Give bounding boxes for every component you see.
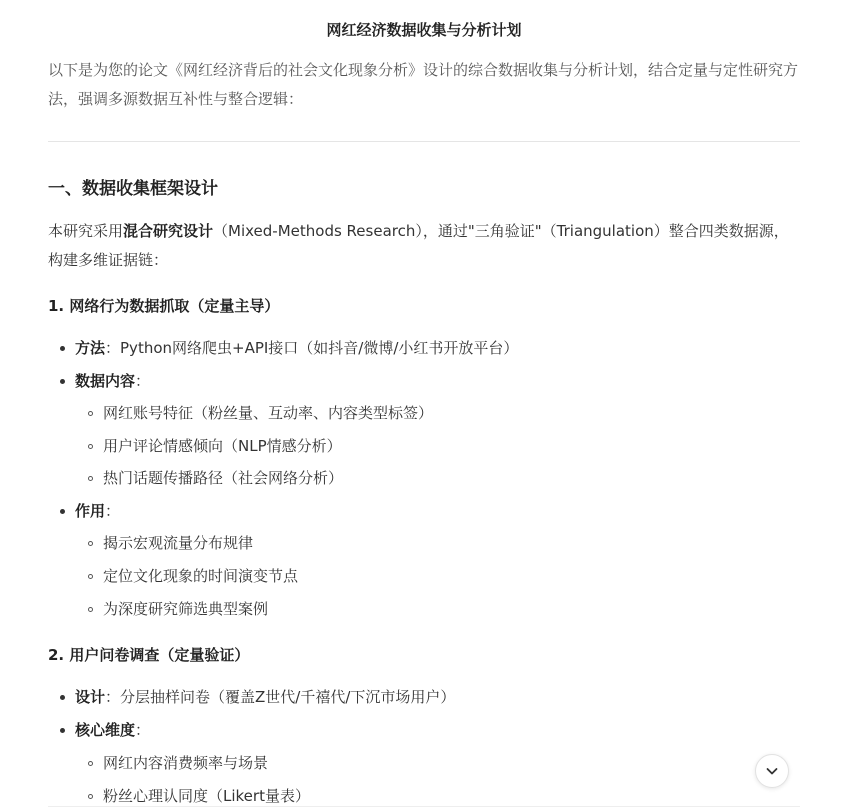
sub-bullet: [88, 794, 93, 799]
list-item: 用户评论情感倾向（NLP情感分析）: [103, 437, 342, 455]
role-colon: ：: [105, 502, 121, 520]
sub-bullet: [88, 476, 93, 481]
bullet: [60, 379, 65, 384]
method-label: 方法: [75, 339, 106, 357]
paragraph-bold: 混合研究设计: [123, 222, 214, 240]
paragraph-suffix: （Mixed-Methods Research），通过"三角验证"（Triangulation）整合四类数据源，构建多维证据链：: [48, 222, 789, 269]
list-item: 定位文化现象的时间演变节点: [103, 567, 299, 585]
intro-paragraph: 以下是为您的论文《网红经济背后的社会文化现象分析》设计的综合数据收集与分析计划，结合定量与定性研究方法，强调多源数据互补性与整合逻辑：: [48, 61, 799, 108]
sub-bullet: [88, 761, 93, 766]
list-item: [75, 336, 518, 360]
document-title: 网红经济数据收集与分析计划: [326, 21, 522, 39]
subheading-web-data: 1. 网络行为数据抓取（定量主导）: [48, 297, 280, 315]
method-text: ：Python网络爬虫+API接口（如抖音/微博/小红书开放平台）: [105, 339, 519, 357]
sub-bullet: [88, 574, 93, 579]
scroll-to-bottom-button[interactable]: [755, 754, 789, 788]
dims-colon: ：: [135, 721, 151, 739]
dims-label: 核心维度: [75, 721, 136, 739]
bullet: [60, 346, 65, 351]
bullet: [60, 728, 65, 733]
divider: [48, 141, 800, 142]
list-item: 网红账号特征（粉丝量、互动率、内容类型标签）: [103, 404, 434, 422]
section-heading-framework: 一、数据收集框架设计: [48, 179, 218, 199]
design-text: ：分层抽样问卷（覆盖Z世代/千禧代/下沉市场用户）: [105, 688, 456, 706]
design-label: 设计: [75, 688, 106, 706]
role-label: 作用: [75, 502, 106, 520]
list-item: 揭示宏观流量分布规律: [103, 534, 254, 552]
list-item: 网红内容消费频率与场景: [103, 754, 269, 772]
bullet: [60, 695, 65, 700]
content-label: 数据内容: [75, 372, 136, 390]
list-item: [75, 685, 455, 709]
list-item: 粉丝心理认同度（Likert量表）: [103, 787, 310, 805]
list-item: [75, 499, 120, 523]
sub-bullet: [88, 541, 93, 546]
chevron-down-icon: [765, 764, 779, 778]
sub-bullet: [88, 607, 93, 612]
section-paragraph: [48, 217, 800, 275]
paragraph-prefix: 本研究采用: [48, 222, 124, 240]
list-item: 热门话题传播路径（社会网络分析）: [103, 469, 344, 487]
list-item: [75, 369, 150, 393]
content-colon: ：: [135, 372, 151, 390]
sub-bullet: [88, 411, 93, 416]
bullet: [60, 509, 65, 514]
list-item: [75, 718, 150, 742]
list-item: 为深度研究筛选典型案例: [103, 600, 269, 618]
sub-bullet: [88, 444, 93, 449]
subheading-survey: 2. 用户问卷调查（定量验证）: [48, 646, 250, 664]
